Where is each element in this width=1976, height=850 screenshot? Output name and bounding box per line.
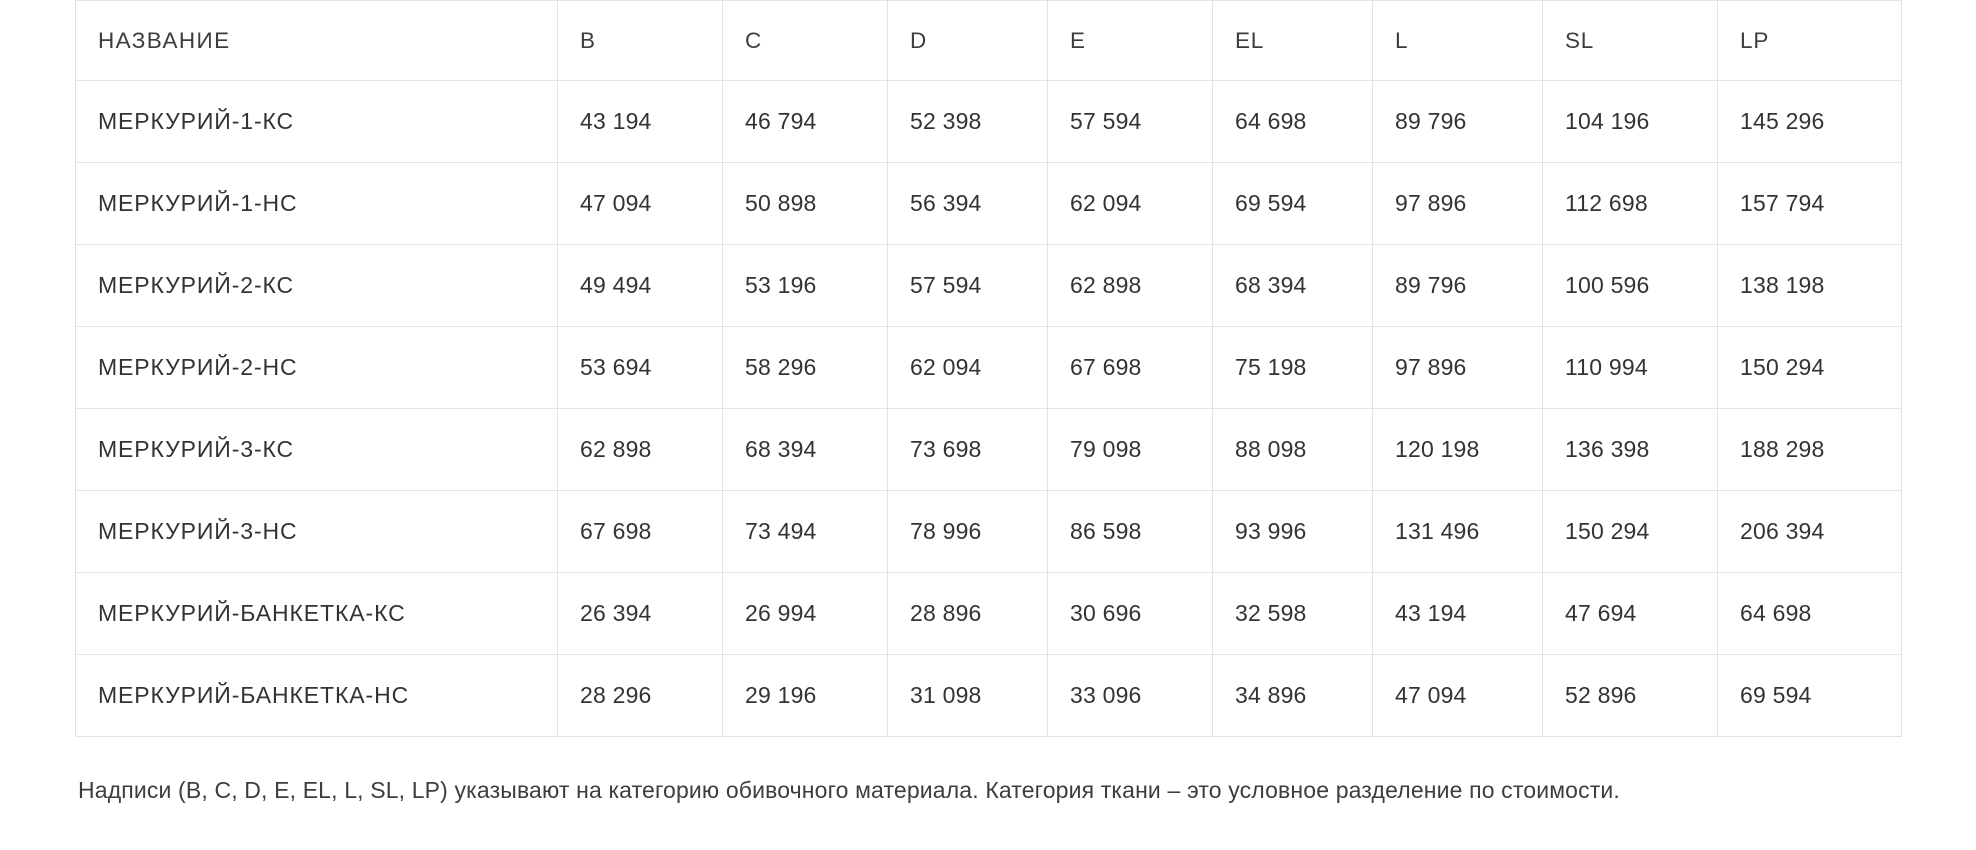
table-row: [76, 327, 1902, 409]
price-lp: 69 594: [1718, 655, 1902, 737]
price-sl: 52 896: [1543, 655, 1718, 737]
table-row: [76, 491, 1902, 573]
price-el: 64 698: [1213, 81, 1373, 163]
table-body: [76, 81, 1902, 737]
table-row: [76, 409, 1902, 491]
column-header-name: НАЗВАНИЕ: [76, 1, 558, 81]
table-header-row: [76, 1, 1902, 81]
price-sl: 110 994: [1543, 327, 1718, 409]
price-sl: 150 294: [1543, 491, 1718, 573]
price-el: 34 896: [1213, 655, 1373, 737]
price-e: 62 094: [1048, 163, 1213, 245]
price-el: 32 598: [1213, 573, 1373, 655]
table-row: [76, 655, 1902, 737]
price-sl: 112 698: [1543, 163, 1718, 245]
price-lp: 206 394: [1718, 491, 1902, 573]
price-c: 68 394: [723, 409, 888, 491]
column-header-d: D: [888, 1, 1048, 81]
price-d: 62 094: [888, 327, 1048, 409]
column-header-e: E: [1048, 1, 1213, 81]
table-row: [76, 245, 1902, 327]
price-e: 67 698: [1048, 327, 1213, 409]
price-sl: 47 694: [1543, 573, 1718, 655]
price-c: 26 994: [723, 573, 888, 655]
price-b: 43 194: [558, 81, 723, 163]
price-lp: 150 294: [1718, 327, 1902, 409]
product-name: МЕРКУРИЙ-1-КС: [76, 81, 558, 163]
price-e: 86 598: [1048, 491, 1213, 573]
price-el: 75 198: [1213, 327, 1373, 409]
price-c: 29 196: [723, 655, 888, 737]
price-l: 43 194: [1373, 573, 1543, 655]
column-header-sl: SL: [1543, 1, 1718, 81]
price-c: 58 296: [723, 327, 888, 409]
price-e: 79 098: [1048, 409, 1213, 491]
product-name: МЕРКУРИЙ-1-НС: [76, 163, 558, 245]
product-name: МЕРКУРИЙ-БАНКЕТКА-КС: [76, 573, 558, 655]
column-header-l: L: [1373, 1, 1543, 81]
price-e: 30 696: [1048, 573, 1213, 655]
price-c: 50 898: [723, 163, 888, 245]
price-b: 49 494: [558, 245, 723, 327]
price-d: 56 394: [888, 163, 1048, 245]
price-l: 89 796: [1373, 245, 1543, 327]
product-name: МЕРКУРИЙ-3-НС: [76, 491, 558, 573]
price-el: 68 394: [1213, 245, 1373, 327]
fabric-category-note: Надписи (B, C, D, E, EL, L, SL, LP) указывают на категорию обивочного материала. Категория ткани – это условное разделение по стоимости.: [78, 777, 1620, 803]
price-l: 97 896: [1373, 163, 1543, 245]
price-el: 93 996: [1213, 491, 1373, 573]
price-sl: 136 398: [1543, 409, 1718, 491]
price-b: 62 898: [558, 409, 723, 491]
price-l: 131 496: [1373, 491, 1543, 573]
price-e: 62 898: [1048, 245, 1213, 327]
product-name: МЕРКУРИЙ-3-КС: [76, 409, 558, 491]
column-header-c: C: [723, 1, 888, 81]
price-d: 28 896: [888, 573, 1048, 655]
price-l: 120 198: [1373, 409, 1543, 491]
price-table: [75, 0, 1902, 737]
table-header: [76, 1, 1902, 81]
product-name: МЕРКУРИЙ-2-КС: [76, 245, 558, 327]
table-row: [76, 573, 1902, 655]
column-header-lp: LP: [1718, 1, 1902, 81]
price-c: 46 794: [723, 81, 888, 163]
price-e: 33 096: [1048, 655, 1213, 737]
price-l: 97 896: [1373, 327, 1543, 409]
price-lp: 157 794: [1718, 163, 1902, 245]
column-header-el: EL: [1213, 1, 1373, 81]
price-d: 31 098: [888, 655, 1048, 737]
price-l: 47 094: [1373, 655, 1543, 737]
price-sl: 100 596: [1543, 245, 1718, 327]
price-b: 26 394: [558, 573, 723, 655]
price-lp: 145 296: [1718, 81, 1902, 163]
table-row: [76, 163, 1902, 245]
price-sl: 104 196: [1543, 81, 1718, 163]
price-d: 57 594: [888, 245, 1048, 327]
price-b: 28 296: [558, 655, 723, 737]
price-d: 52 398: [888, 81, 1048, 163]
price-el: 88 098: [1213, 409, 1373, 491]
product-name: МЕРКУРИЙ-2-НС: [76, 327, 558, 409]
price-lp: 188 298: [1718, 409, 1902, 491]
column-header-b: B: [558, 1, 723, 81]
price-lp: 138 198: [1718, 245, 1902, 327]
price-d: 78 996: [888, 491, 1048, 573]
price-c: 53 196: [723, 245, 888, 327]
table-row: [76, 81, 1902, 163]
price-d: 73 698: [888, 409, 1048, 491]
price-b: 67 698: [558, 491, 723, 573]
price-lp: 64 698: [1718, 573, 1902, 655]
product-name: МЕРКУРИЙ-БАНКЕТКА-НС: [76, 655, 558, 737]
price-b: 47 094: [558, 163, 723, 245]
price-b: 53 694: [558, 327, 723, 409]
price-e: 57 594: [1048, 81, 1213, 163]
price-l: 89 796: [1373, 81, 1543, 163]
price-el: 69 594: [1213, 163, 1373, 245]
price-c: 73 494: [723, 491, 888, 573]
